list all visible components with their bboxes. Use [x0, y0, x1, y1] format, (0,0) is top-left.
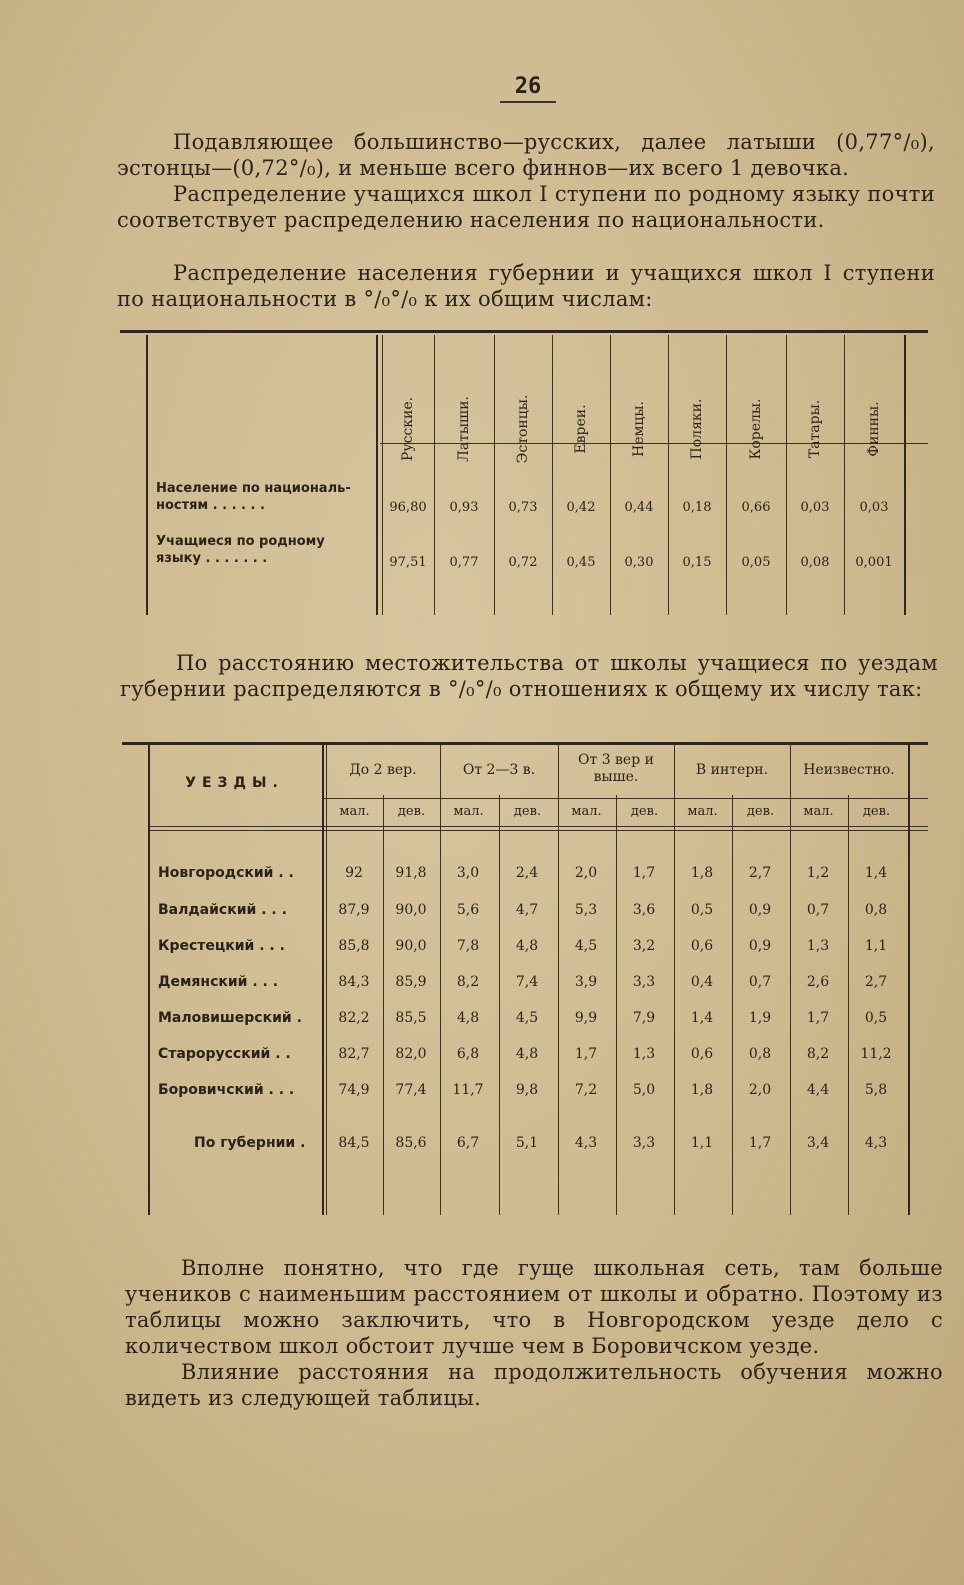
table2-cell: 85,8: [338, 938, 370, 954]
table2-cell: 3,3: [632, 1135, 656, 1151]
district-name: Маловишерский .: [158, 1010, 302, 1026]
row-label-population: Население по националь-ностям . . . . . .: [156, 481, 351, 513]
table2-cell: 0,8: [748, 1046, 772, 1062]
table2-cell: 84,5: [338, 1135, 370, 1151]
group-unknown: Неизвестно.: [803, 762, 895, 778]
table2-cell: 0,7: [806, 902, 830, 918]
table2-left-border: [148, 745, 150, 1215]
nationality-table: [120, 330, 928, 615]
table1-left-border: [146, 335, 148, 615]
table1-caption: [117, 260, 935, 312]
table2-cell: 4,4: [806, 1082, 830, 1098]
subheader-girls: дев.: [513, 804, 542, 819]
table2-cell: 2,7: [864, 974, 888, 990]
row-label-students: Учащиеся по родному языку . . . . . . .: [156, 534, 325, 566]
table2-caption: [120, 650, 938, 702]
table2-cell: 8,2: [806, 1046, 830, 1062]
table2-cell: 1,7: [632, 865, 656, 881]
table2-cell: 0,4: [690, 974, 714, 990]
table2-cell: 4,5: [515, 1010, 539, 1026]
district-name: Демянский . . .: [158, 974, 279, 990]
table2-cell: 9,9: [574, 1010, 598, 1026]
col-jews: Евреи.: [573, 404, 589, 454]
intro-paragraph: [117, 129, 935, 233]
paragraph-network-density: Вполне понятно, что где гуще школьная сеть, там больше учеников с наименьшим расстоянием от школы и обратно. Поэтому из таблицы можно заключить, что в Новгородском уезде дело с количеством школ обстоит лучше чем в Боровичском уезде.: [125, 1256, 943, 1358]
table2-cell: 90,0: [395, 902, 427, 918]
table2-right-border: [908, 745, 910, 1215]
col-tatars: Татары.: [807, 399, 823, 459]
table2-cell: 2,4: [515, 865, 539, 881]
col-districts: УЕЗДЫ.: [185, 775, 284, 791]
table1-cell: 0,03: [800, 500, 830, 515]
table2-cell: 5,0: [632, 1082, 656, 1098]
table1-cell: 0,93: [449, 500, 479, 515]
table2-cell: 0,5: [690, 902, 714, 918]
table2-cell: 7,2: [574, 1082, 598, 1098]
col-russians: Русские.: [400, 396, 416, 462]
table1-cell: 0,001: [855, 555, 893, 570]
paragraph-majority-russians: Подавляющее большинство—русских, далее латыши (0,77°/₀), эстонцы—(0,72°/₀), и меньше всего финнов—их всего 1 девочка.: [117, 130, 935, 180]
group-under-2: До 2 вер.: [349, 762, 417, 778]
district-name: По губернии .: [194, 1135, 306, 1151]
conclusion-paragraph: [125, 1255, 943, 1411]
table2-cell: 77,4: [395, 1082, 427, 1098]
district-name: Боровичский . . .: [158, 1082, 295, 1098]
table2-cell: 1,1: [864, 938, 888, 954]
table1-cell: 0,18: [682, 500, 712, 515]
table2-cell: 0,6: [690, 1046, 714, 1062]
table2-cell: 3,9: [574, 974, 598, 990]
table2-cell: 3,0: [456, 865, 480, 881]
table2-cell: 4,5: [574, 938, 598, 954]
table2-cell: 4,3: [864, 1135, 888, 1151]
table1-caption-text: Распределение населения губернии и учащихся школ I ступени по национальности в °/₀°/₀ к их общим числам:: [117, 261, 935, 311]
table2-cell: 7,9: [632, 1010, 656, 1026]
table2-cell: 4,7: [515, 902, 539, 918]
table2-cell: 84,3: [338, 974, 370, 990]
table2-cell: 0,9: [748, 902, 772, 918]
subheader-girls: дев.: [862, 804, 891, 819]
table1-cell: 0,77: [449, 555, 479, 570]
subheader-boys: мал.: [803, 804, 834, 819]
table1-right-border: [904, 335, 906, 615]
table2-cell: 90,0: [395, 938, 427, 954]
subheader-boys: мал.: [687, 804, 718, 819]
table2-cell: 1,4: [864, 865, 888, 881]
district-name: Крестецкий . . .: [158, 938, 285, 954]
table2-cell: 7,4: [515, 974, 539, 990]
group-over-3: От 3 вер и выше.: [578, 752, 654, 785]
table2-cell: 85,6: [395, 1135, 427, 1151]
table2-cell: 0,7: [748, 974, 772, 990]
table2-top-rule: [122, 742, 928, 745]
col-poles: Поляки.: [689, 398, 705, 460]
table2-cell: 3,6: [632, 902, 656, 918]
table1-top-rule: [120, 330, 928, 333]
col-germans: Немцы.: [631, 401, 647, 457]
table2-caption-text: По расстоянию местожительства от школы учащиеся по уездам губернии распределяются в °/₀°/₀ отношениях к общему их числу так:: [120, 651, 938, 701]
subheader-girls: дев.: [630, 804, 659, 819]
table2-cell: 0,5: [864, 1010, 888, 1026]
table2-cell: 9,8: [515, 1082, 539, 1098]
table2-cell: 7,8: [456, 938, 480, 954]
subheader-boys: мал.: [453, 804, 484, 819]
district-name: Валдайский . . .: [158, 902, 287, 918]
table2-cell: 0,8: [864, 902, 888, 918]
col-estonians: Эстонцы.: [515, 394, 531, 464]
table2-cell: 85,5: [395, 1010, 427, 1026]
table1-cell: 0,66: [741, 500, 771, 515]
group-boarding: В интерн.: [695, 762, 769, 778]
paragraph-distribution-note: Распределение учащихся школ I ступени по родному языку почти соответствует распределению населения по национальности.: [117, 182, 935, 232]
table2-cell: 4,8: [515, 1046, 539, 1062]
table1-cell: 0,05: [741, 555, 771, 570]
table2-cell: 5,1: [515, 1135, 539, 1151]
group-2-3: От 2—3 в.: [462, 762, 536, 778]
col-latvians: Латыши.: [456, 396, 472, 462]
table1-cell: 0,45: [566, 555, 596, 570]
subheader-boys: мал.: [339, 804, 370, 819]
table2-cell: 2,6: [806, 974, 830, 990]
table2-cell: 0,6: [690, 938, 714, 954]
table2-cell: 1,4: [690, 1010, 714, 1026]
district-name: Старорусский . .: [158, 1046, 291, 1062]
table2-cell: 1,2: [806, 865, 830, 881]
table2-cell: 5,8: [864, 1082, 888, 1098]
table2-cell: 4,8: [515, 938, 539, 954]
table2-cell: 87,9: [338, 902, 370, 918]
subheader-boys: мал.: [571, 804, 602, 819]
table2-cell: 91,8: [395, 865, 427, 881]
table2-cell: 92: [345, 865, 363, 881]
table2-cell: 82,7: [338, 1046, 370, 1062]
table1-cell: 0,72: [508, 555, 538, 570]
table2-cell: 5,6: [456, 902, 480, 918]
table2-cell: 5,3: [574, 902, 598, 918]
table2-cell: 3,3: [632, 974, 656, 990]
table2-cell: 1,3: [632, 1046, 656, 1062]
col-finns: Финны.: [866, 401, 882, 457]
table2-cell: 3,4: [806, 1135, 830, 1151]
table2-cell: 3,2: [632, 938, 656, 954]
subheader-girls: дев.: [746, 804, 775, 819]
table2-cell: 1,1: [690, 1135, 714, 1151]
table2-cell: 1,7: [574, 1046, 598, 1062]
col-karelians: Корелы.: [748, 398, 764, 460]
table2-cell: 74,9: [338, 1082, 370, 1098]
table2-cell: 0,9: [748, 938, 772, 954]
table2-cell: 2,0: [574, 865, 598, 881]
subheader-girls: дев.: [397, 804, 426, 819]
paragraph-next-table: Влияние расстояния на продолжительность обучения можно видеть из следующей таблицы.: [125, 1360, 943, 1410]
table2-cell: 85,9: [395, 974, 427, 990]
table2-cell: 2,0: [748, 1082, 772, 1098]
table2-cell: 1,8: [690, 865, 714, 881]
table1-divider: [376, 335, 378, 615]
table1-cell: 0,08: [800, 555, 830, 570]
table2-cell: 1,7: [806, 1010, 830, 1026]
table1-cell: 96,80: [389, 500, 427, 515]
table2-cell: 1,8: [690, 1082, 714, 1098]
page-number: 26: [500, 74, 556, 103]
table2-cell: 6,7: [456, 1135, 480, 1151]
table2-cell: 1,7: [748, 1135, 772, 1151]
table2-cell: 4,8: [456, 1010, 480, 1026]
table2-cell: 6,8: [456, 1046, 480, 1062]
table2-cell: 1,9: [748, 1010, 772, 1026]
table2-cell: 2,7: [748, 865, 772, 881]
table2-cell: 11,7: [452, 1082, 484, 1098]
table1-cell: 0,44: [624, 500, 654, 515]
table1-cell: 0,73: [508, 500, 538, 515]
distance-table: [122, 750, 928, 1215]
table1-cell: 97,51: [389, 555, 427, 570]
district-name: Новгородский . .: [158, 865, 294, 881]
table1-cell: 0,15: [682, 555, 712, 570]
table1-cell: 0,03: [859, 500, 889, 515]
table2-cell: 82,2: [338, 1010, 370, 1026]
table2-cell: 11,2: [860, 1046, 892, 1062]
table2-cell: 4,3: [574, 1135, 598, 1151]
table2-cell: 1,3: [806, 938, 830, 954]
table1-cell: 0,30: [624, 555, 654, 570]
table2-cell: 8,2: [456, 974, 480, 990]
table1-cell: 0,42: [566, 500, 596, 515]
table2-cell: 82,0: [395, 1046, 427, 1062]
